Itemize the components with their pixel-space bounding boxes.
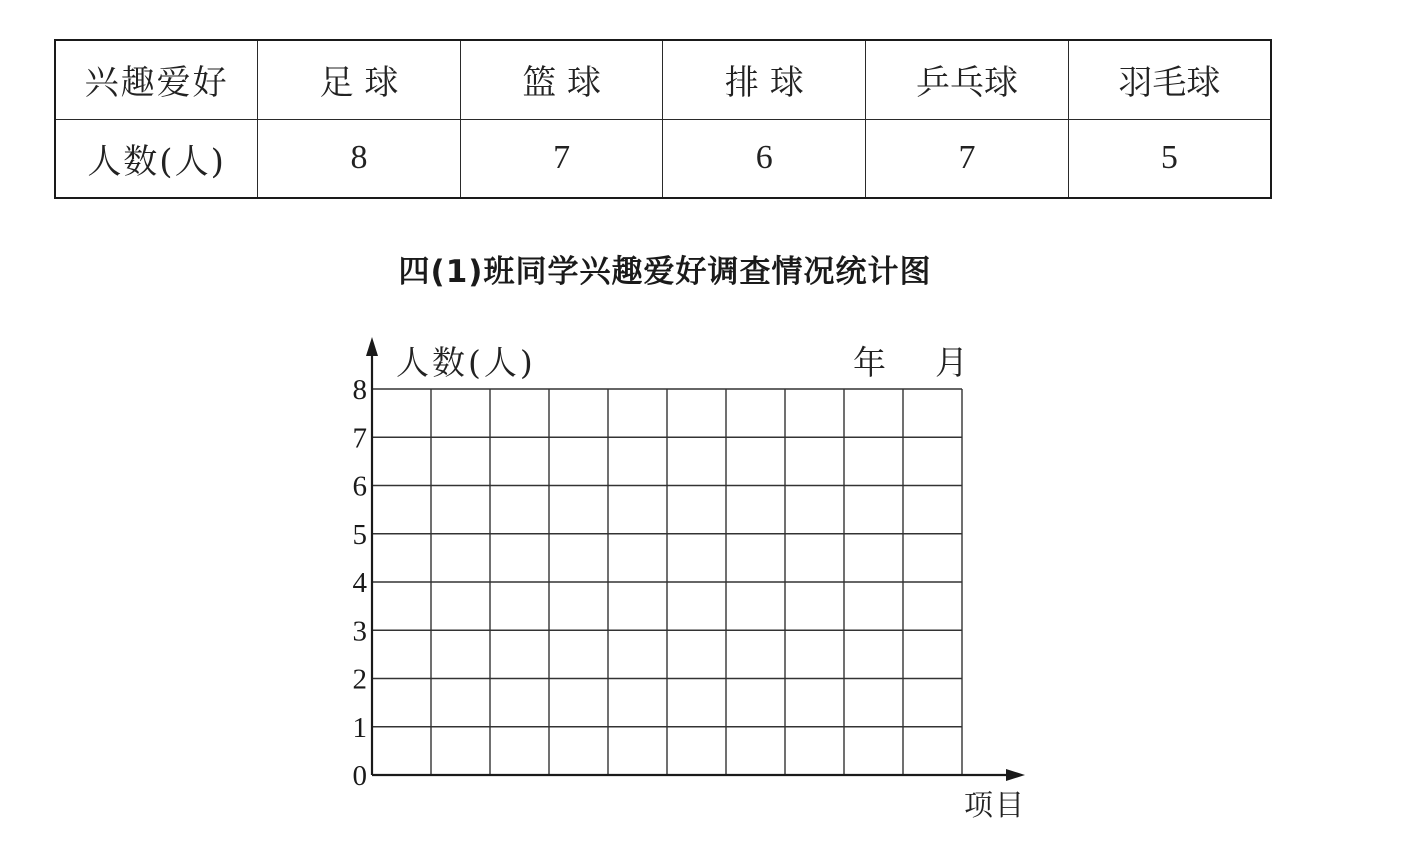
cell-count-pingpong: 7 bbox=[866, 119, 1069, 198]
cell-count-volleyball: 6 bbox=[663, 119, 866, 198]
cell-count-basketball: 7 bbox=[460, 119, 663, 198]
date-year-label: 年 bbox=[853, 343, 886, 382]
cell-category-badminton: 羽毛球 bbox=[1068, 40, 1271, 119]
y-tick-label: 8 bbox=[352, 374, 367, 406]
x-axis-arrow-icon bbox=[1006, 769, 1025, 781]
x-axis-label: 项目 bbox=[964, 788, 1027, 822]
y-tick-label: 4 bbox=[352, 567, 367, 599]
y-tick-label: 1 bbox=[352, 711, 367, 744]
cell-count-football: 8 bbox=[258, 119, 461, 198]
y-axis-arrow-icon bbox=[366, 337, 378, 356]
grid-lines bbox=[372, 389, 962, 775]
y-tick-labels bbox=[353, 374, 368, 792]
header-cell-count: 人数(人) bbox=[55, 119, 258, 198]
y-tick-label: 0 bbox=[352, 760, 367, 792]
chart-title: 四(1)班同学兴趣爱好调查情况统计图 bbox=[398, 254, 932, 290]
y-tick-label: 2 bbox=[352, 663, 367, 696]
cell-category-football: 足 球 bbox=[258, 40, 461, 119]
y-tick-label: 5 bbox=[352, 518, 367, 551]
date-month-label: 月 bbox=[935, 343, 968, 382]
y-tick-label: 7 bbox=[352, 422, 367, 455]
y-tick-label: 6 bbox=[352, 470, 367, 503]
cell-category-pingpong: 乒乓球 bbox=[866, 40, 1069, 119]
header-cell-interest: 兴趣爱好 bbox=[55, 40, 258, 119]
cell-category-volleyball: 排 球 bbox=[663, 40, 866, 119]
cell-count-badminton: 5 bbox=[1068, 119, 1271, 198]
y-axis-label: 人数(人) bbox=[396, 343, 536, 382]
cell-category-basketball: 篮 球 bbox=[460, 40, 663, 119]
y-tick-label: 3 bbox=[352, 615, 367, 648]
